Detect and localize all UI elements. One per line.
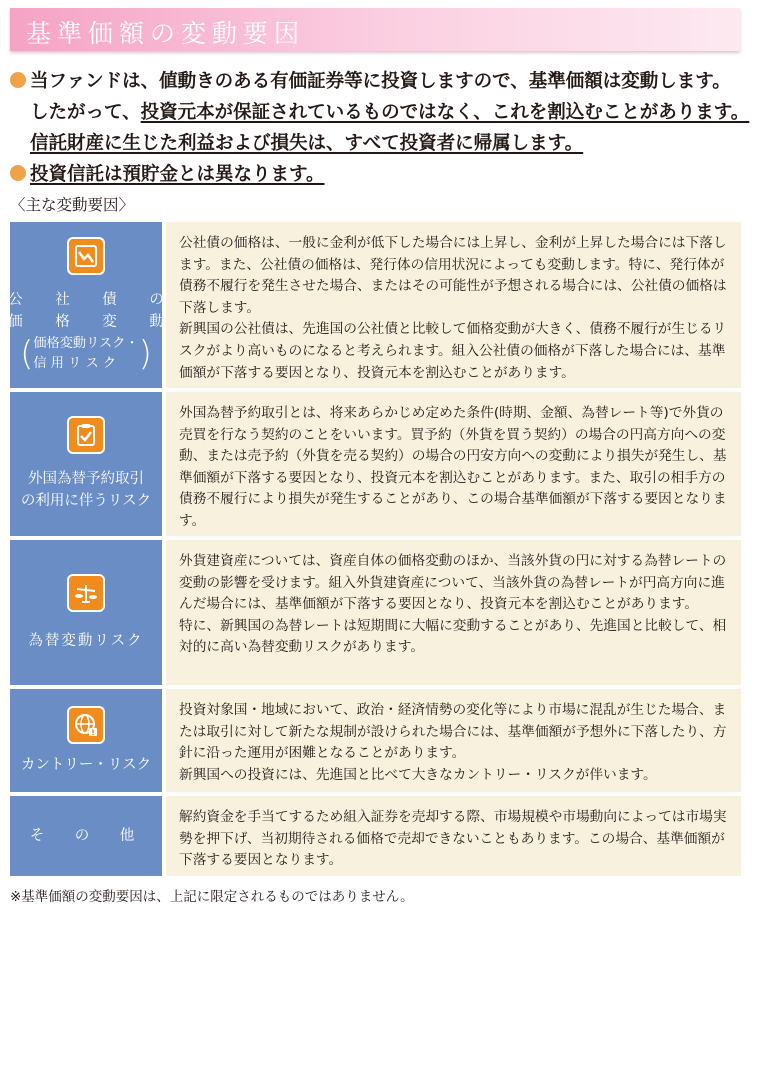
risk-description: 投資対象国・地域において、政治・経済情勢の変化等により市場に混乱が生じた場合、または取引に対して新たな規制が設けられた場合には、基準価額が予想外に下落したり、方針に沿った運用が困難となることがあります。 新興国への投資には、先進国と比べて大きなカントリー・リスクが伴います。: [166, 689, 741, 792]
risk-label-line: そ の 他: [29, 828, 143, 844]
risk-label-line: 為替変動リスク: [28, 632, 144, 649]
clipboard-check-icon: [67, 416, 105, 454]
footnote: ※基準価額の変動要因は、上記に限定されるものではありません。: [10, 889, 414, 905]
risk-description: 公社債の価格は、一般に金利が低下した場合には上昇し、金利が上昇した場合には下落します。また、公社債の価格は、発行体の信用状況によっても変動します。特に、発行体が債務不履行を発生させた場合、またはその可能性が予想される場合には、公社債の価格は下落します。 新興国の公社債は、先進国の公社債と比較して価格変動が大きく、債務不履行が生じるリスクがより高いものになると考えられます。組入公社債の価格が下落した場合には、基準価額が下落する要因となり、投資元本を割込むことがあります。: [166, 222, 741, 388]
risk-label-line: 公 社 債 の: [8, 291, 178, 308]
globe-warning-icon: [67, 706, 105, 744]
risk-row-currency: [10, 540, 741, 685]
risk-label-sub-line: 信 用 リ ス ク: [33, 355, 117, 371]
lead-line-4: 投資信託は預貯金とは異なります。: [10, 159, 750, 190]
title-bar: [10, 8, 740, 51]
risk-description: 解約資金を手当てするため組入証券を売却する際、市場規模や市場動向によっては市場実勢を押下げ、当初期待される価格で売却できないこともあります。この場合、基準価額が下落する要因となります。: [166, 796, 741, 876]
graph-down-icon: [67, 237, 105, 275]
lead-line-3: 信託財産に生じた利益および損失は、すべて投資者に帰属します。: [30, 133, 584, 154]
bullet-dot-icon: [10, 165, 26, 181]
risk-label-sub: ( 価格変動リスク・ 信 用 リ ス ク ): [20, 333, 152, 374]
page-title: 基準価額の変動要因: [26, 19, 306, 48]
risk-label-cell: [10, 689, 162, 792]
risk-label-sub-line: 価格変動リスク・: [33, 335, 139, 351]
risk-row-other: [10, 796, 741, 876]
risk-row-country: [10, 689, 741, 792]
risk-label-line: 外国為替予約取引: [28, 471, 144, 487]
risk-table: [10, 222, 741, 880]
risk-label-cell: [10, 392, 162, 536]
risk-label-cell: [10, 796, 162, 876]
lead-notes: [10, 66, 750, 190]
risk-description: 外国為替予約取引とは、将来あらかじめ定めた条件(時期、金額、為替レート等)で外貨の売買を行なう契約のことをいいます。買予約（外貨を買う契約）の場合の円高方向への変動、または売予約（外貨を売る契約）の場合の円安方向への変動により損失が発生し、基準価額が下落する要因となり、投資元本を割込むことがあります。また、取引の相手方の債務不履行により損失が発生することがあり、この場合基準価額が下落する要因となります。: [166, 392, 741, 536]
risk-description: 外貨建資産については、資産自体の価格変動のほか、当該外貨の円に対する為替レートの変動の影響を受けます。組入外貨建資産について、当該外貨の為替レートが円高方向に進んだ場合には、基準価額が下落する要因となり、投資元本を割込むことがあります。 特に、新興国の為替レートは短期間に大幅に変動することがあり、先進国と比較して、相対的に高い為替変動リスクがあります。: [166, 540, 741, 685]
section-subheading: 〈主な変動要因〉: [10, 196, 135, 214]
balance-scale-icon: [67, 574, 105, 612]
risk-label-line: の利用に伴うリスク: [20, 493, 152, 509]
bullet-dot-icon: [10, 72, 26, 88]
risk-label-line: 価 格 変 動: [8, 313, 178, 330]
lead-line-1: 当ファンドは、値動きのある有価証券等に投資しますので、基準価額は変動します。: [10, 66, 750, 97]
risk-label-cell: [8, 222, 178, 388]
risk-row-bond: [10, 222, 741, 388]
risk-row-fx-forward: [10, 392, 741, 536]
risk-label-cell: [10, 540, 162, 685]
lead-line-2: したがって、投資元本が保証されているものではなく、これを割込むことがあります。: [30, 102, 750, 123]
risk-label-line: カントリー・リスク: [20, 756, 152, 773]
